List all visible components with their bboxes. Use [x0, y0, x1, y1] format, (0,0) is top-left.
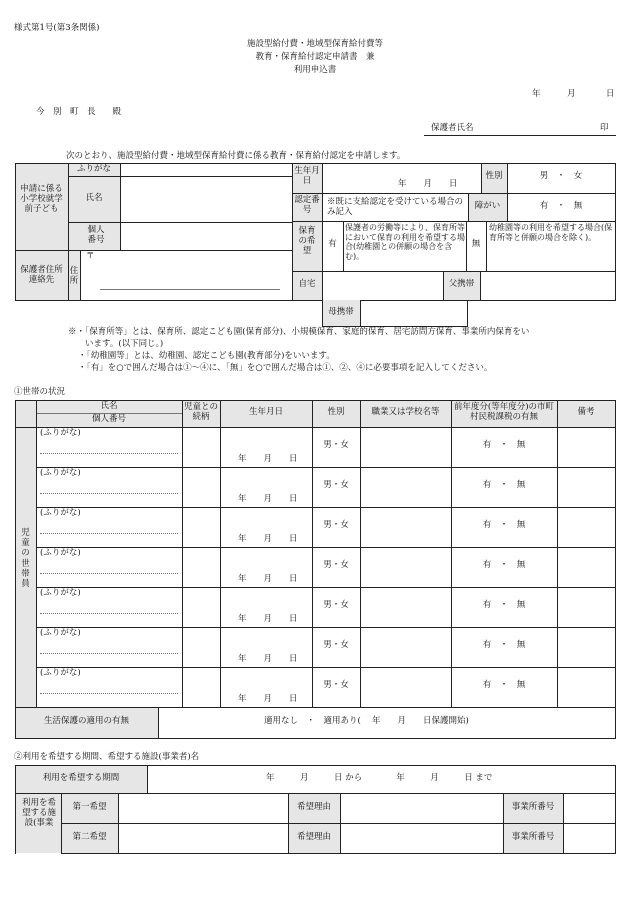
row-furigana-label: (ふりがな)	[40, 428, 81, 438]
gender-options[interactable]: 男 ・ 女	[539, 171, 583, 181]
row-furigana-label: (ふりがな)	[40, 468, 81, 478]
row-gender-options[interactable]: 男・女	[323, 440, 349, 450]
row-name-field[interactable]	[40, 640, 180, 652]
row-personal-number-field[interactable]	[40, 695, 180, 706]
row-relation-field[interactable]	[183, 588, 219, 626]
col-header-gender: 性別	[327, 407, 345, 417]
facility-section-title: ②利用を希望する期間、希望する施設(事業者)名	[14, 752, 200, 762]
row-remarks-field[interactable]	[558, 428, 614, 466]
facility-side-label: 利用を希望する施設(事業	[21, 798, 56, 829]
col-header-occupation: 職業又は学校名等	[371, 407, 440, 417]
child-personal-number-field[interactable]	[121, 223, 291, 249]
form-number: 様式第1号(第3条関係)	[14, 23, 100, 33]
row-birthdate-field[interactable]: 年 月 日	[238, 614, 298, 624]
mother-mobile-label: 母携帯	[328, 307, 354, 317]
row-tax-options[interactable]: 有 ・ 無	[482, 600, 526, 610]
col-header-name: 氏名	[100, 401, 118, 411]
row-furigana-label: (ふりがな)	[40, 548, 81, 558]
row-furigana-label: (ふりがな)	[40, 668, 81, 678]
form-title-line1: 施設型給付費・地域型保育給付費等	[246, 39, 383, 49]
row-tax-options[interactable]: 有 ・ 無	[482, 560, 526, 570]
row-gender-options[interactable]: 男・女	[323, 640, 349, 650]
disability-label: 障がい	[474, 201, 501, 211]
first-choice-field[interactable]	[119, 794, 287, 822]
care-wish-no-description: 幼稚園等の利用を希望する場合(保育所等と併願の場合を除く)。	[489, 223, 613, 242]
guardian-name-field[interactable]	[490, 121, 595, 134]
period-label: 利用を希望する期間	[42, 773, 120, 783]
name-label: 氏名	[85, 193, 103, 203]
note-line-1: ※・「保育所等」とは、保育所、認定こども園(保育部分)、小規模保育、家庭的保育、居宅訪問方保育、事業所内保育をい	[68, 327, 530, 337]
first-reason-label: 希望理由	[296, 802, 331, 812]
row-occupation-field[interactable]	[361, 668, 450, 706]
row-remarks-field[interactable]	[558, 508, 614, 546]
disability-options[interactable]: 有 ・ 無	[539, 201, 583, 211]
second-office-number-label: 事業所番号	[511, 832, 555, 842]
row-tax-options[interactable]: 有 ・ 無	[482, 480, 526, 490]
welfare-label: 生活保護の適用の有無	[43, 716, 129, 726]
gender-label: 性別	[485, 171, 503, 181]
applicant-child-label: 申請に係る小学校就学前子ども	[20, 184, 63, 215]
second-choice-field[interactable]	[119, 824, 287, 852]
row-furigana-label: (ふりがな)	[40, 628, 81, 638]
birthdate-label: 生年月日	[294, 166, 320, 187]
row-tax-options[interactable]: 有 ・ 無	[482, 640, 526, 650]
row-remarks-field[interactable]	[558, 668, 614, 706]
row-relation-field[interactable]	[183, 668, 219, 706]
row-occupation-field[interactable]	[361, 628, 450, 666]
first-office-number-field[interactable]	[564, 794, 614, 822]
address-field[interactable]	[82, 252, 290, 298]
care-wish-no[interactable]: 無	[471, 239, 481, 249]
father-mobile-field[interactable]	[481, 272, 614, 299]
row-occupation-field[interactable]	[361, 588, 450, 626]
household-side-label: 児童の世帯員	[21, 528, 30, 589]
first-choice-label: 第一希望	[72, 802, 107, 812]
row-furigana-label: (ふりがな)	[40, 508, 81, 518]
seal-mark: 印	[600, 123, 609, 133]
row-relation-field[interactable]	[183, 468, 219, 506]
care-wish-label: 保育の希望	[298, 226, 316, 257]
row-occupation-field[interactable]	[361, 508, 450, 546]
col-header-birthdate: 生年月日	[248, 407, 283, 417]
postal-mark: 〒	[86, 251, 95, 261]
welfare-options[interactable]: 適用なし ・ 適用あり( 年 月 日保護開始)	[264, 716, 469, 726]
note-line-4: ・「有」を○で囲んだ場合は①～④に、「無」を○で囲んだ場合は①、②、④に必要事項を記入してください。	[78, 363, 493, 373]
second-office-number-field[interactable]	[564, 824, 614, 852]
cert-number-label: 認定番号	[294, 195, 320, 216]
row-name-field[interactable]	[40, 480, 180, 492]
row-gender-options[interactable]: 男・女	[323, 600, 349, 610]
guardian-name-underline	[424, 135, 616, 136]
row-occupation-field[interactable]	[361, 548, 450, 586]
row-name-field[interactable]	[40, 560, 180, 572]
col-header-personal-number: 個人番号	[91, 414, 126, 424]
household-section-title: ①世帯の状況	[14, 387, 66, 397]
row-gender-options[interactable]: 男・女	[323, 480, 349, 490]
home-phone-field[interactable]	[323, 272, 442, 299]
row-tax-options[interactable]: 有 ・ 無	[482, 440, 526, 450]
home-phone-label: 自宅	[298, 279, 316, 289]
row-remarks-field[interactable]	[558, 548, 614, 586]
row-relation-field[interactable]	[183, 508, 219, 546]
row-gender-options[interactable]: 男・女	[323, 560, 349, 570]
furigana-label: ふりがな	[76, 164, 111, 174]
father-mobile-label: 父携帯	[448, 279, 475, 289]
personal-number-label: 個人番号	[87, 225, 105, 246]
cert-number-note: ※既に支給認定を受けている場合のみ記入	[327, 197, 464, 218]
mother-mobile-field[interactable]	[361, 301, 466, 325]
col-header-remarks: 備考	[577, 407, 595, 417]
row-relation-field[interactable]	[183, 628, 219, 666]
note-line-2: います。(以下同じ。)	[68, 339, 164, 349]
note-line-3: ・「幼稚園等」とは、幼稚園、認定こども園(教育部分)をいいます。	[78, 351, 335, 361]
row-gender-options[interactable]: 男・女	[323, 680, 349, 690]
row-birthdate-field[interactable]: 年 月 日	[238, 454, 298, 464]
second-reason-label: 希望理由	[296, 832, 331, 842]
row-furigana-label: (ふりがな)	[40, 588, 81, 598]
form-title-line2: 教育・保育給付認定申請書 兼	[255, 52, 375, 62]
care-wish-yes[interactable]: 有	[328, 239, 337, 249]
date-day-label: 日	[606, 89, 615, 99]
address-label: 住所	[69, 266, 79, 287]
row-relation-field[interactable]	[183, 428, 219, 466]
first-office-number-label: 事業所番号	[511, 802, 555, 812]
period-field[interactable]: 年 月 日 から 年 月 日 まで	[266, 773, 493, 783]
guardian-address-label: 保護者住所連絡先	[20, 265, 63, 286]
row-relation-field[interactable]	[183, 548, 219, 586]
col-header-relation: 児童との続柄	[184, 402, 219, 423]
birthdate-field[interactable]: 年 月 日	[398, 179, 458, 189]
col-header-tax: 前年度分(等年度分)の市町村民税課税の有無	[453, 402, 555, 423]
row-remarks-field[interactable]	[558, 628, 614, 666]
row-birthdate-field[interactable]: 年 月 日	[238, 654, 298, 664]
row-occupation-field[interactable]	[361, 428, 450, 466]
row-personal-number-field[interactable]	[40, 655, 180, 666]
row-personal-number-field[interactable]	[40, 495, 180, 506]
second-reason-field[interactable]	[341, 824, 502, 852]
row-remarks-field[interactable]	[558, 588, 614, 626]
row-birthdate-field[interactable]: 年 月 日	[238, 574, 298, 584]
first-reason-field[interactable]	[341, 794, 502, 822]
row-remarks-field[interactable]	[558, 468, 614, 506]
row-occupation-field[interactable]	[361, 468, 450, 506]
row-birthdate-field[interactable]: 年 月 日	[238, 534, 298, 544]
form-title-line3: 利用申込書	[293, 65, 337, 75]
second-choice-label: 第二希望	[72, 832, 107, 842]
row-birthdate-field[interactable]: 年 月 日	[238, 494, 298, 504]
date-year-label: 年	[532, 89, 541, 99]
addressee: 今 別 町 長 殿	[36, 107, 122, 117]
intro-text: 次のとおり、施設型給付費・地域型保育給付費に係る教育・保育給付認定を申請します。	[66, 151, 406, 161]
row-birthdate-field[interactable]: 年 月 日	[238, 694, 298, 704]
row-personal-number-field[interactable]	[40, 575, 180, 586]
row-name-field[interactable]	[40, 680, 180, 692]
row-personal-number-field[interactable]	[40, 455, 180, 466]
row-personal-number-field[interactable]	[40, 615, 180, 626]
child-name-field[interactable]	[121, 177, 291, 221]
row-name-field[interactable]	[40, 440, 180, 452]
row-name-field[interactable]	[40, 520, 180, 532]
row-name-field[interactable]	[40, 600, 180, 612]
row-tax-options[interactable]: 有 ・ 無	[482, 680, 526, 690]
child-furigana-field[interactable]	[121, 164, 291, 175]
care-wish-yes-description: 保護者の労働等により、保育所等において保育の利用を希望する場合(幼稚園との併願の場合を含む)。	[345, 223, 465, 261]
guardian-name-label: 保護者氏名	[431, 123, 474, 133]
date-month-label: 月	[567, 89, 576, 99]
row-tax-options[interactable]: 有 ・ 無	[482, 520, 526, 530]
row-personal-number-field[interactable]	[40, 535, 180, 546]
row-gender-options[interactable]: 男・女	[323, 520, 349, 530]
